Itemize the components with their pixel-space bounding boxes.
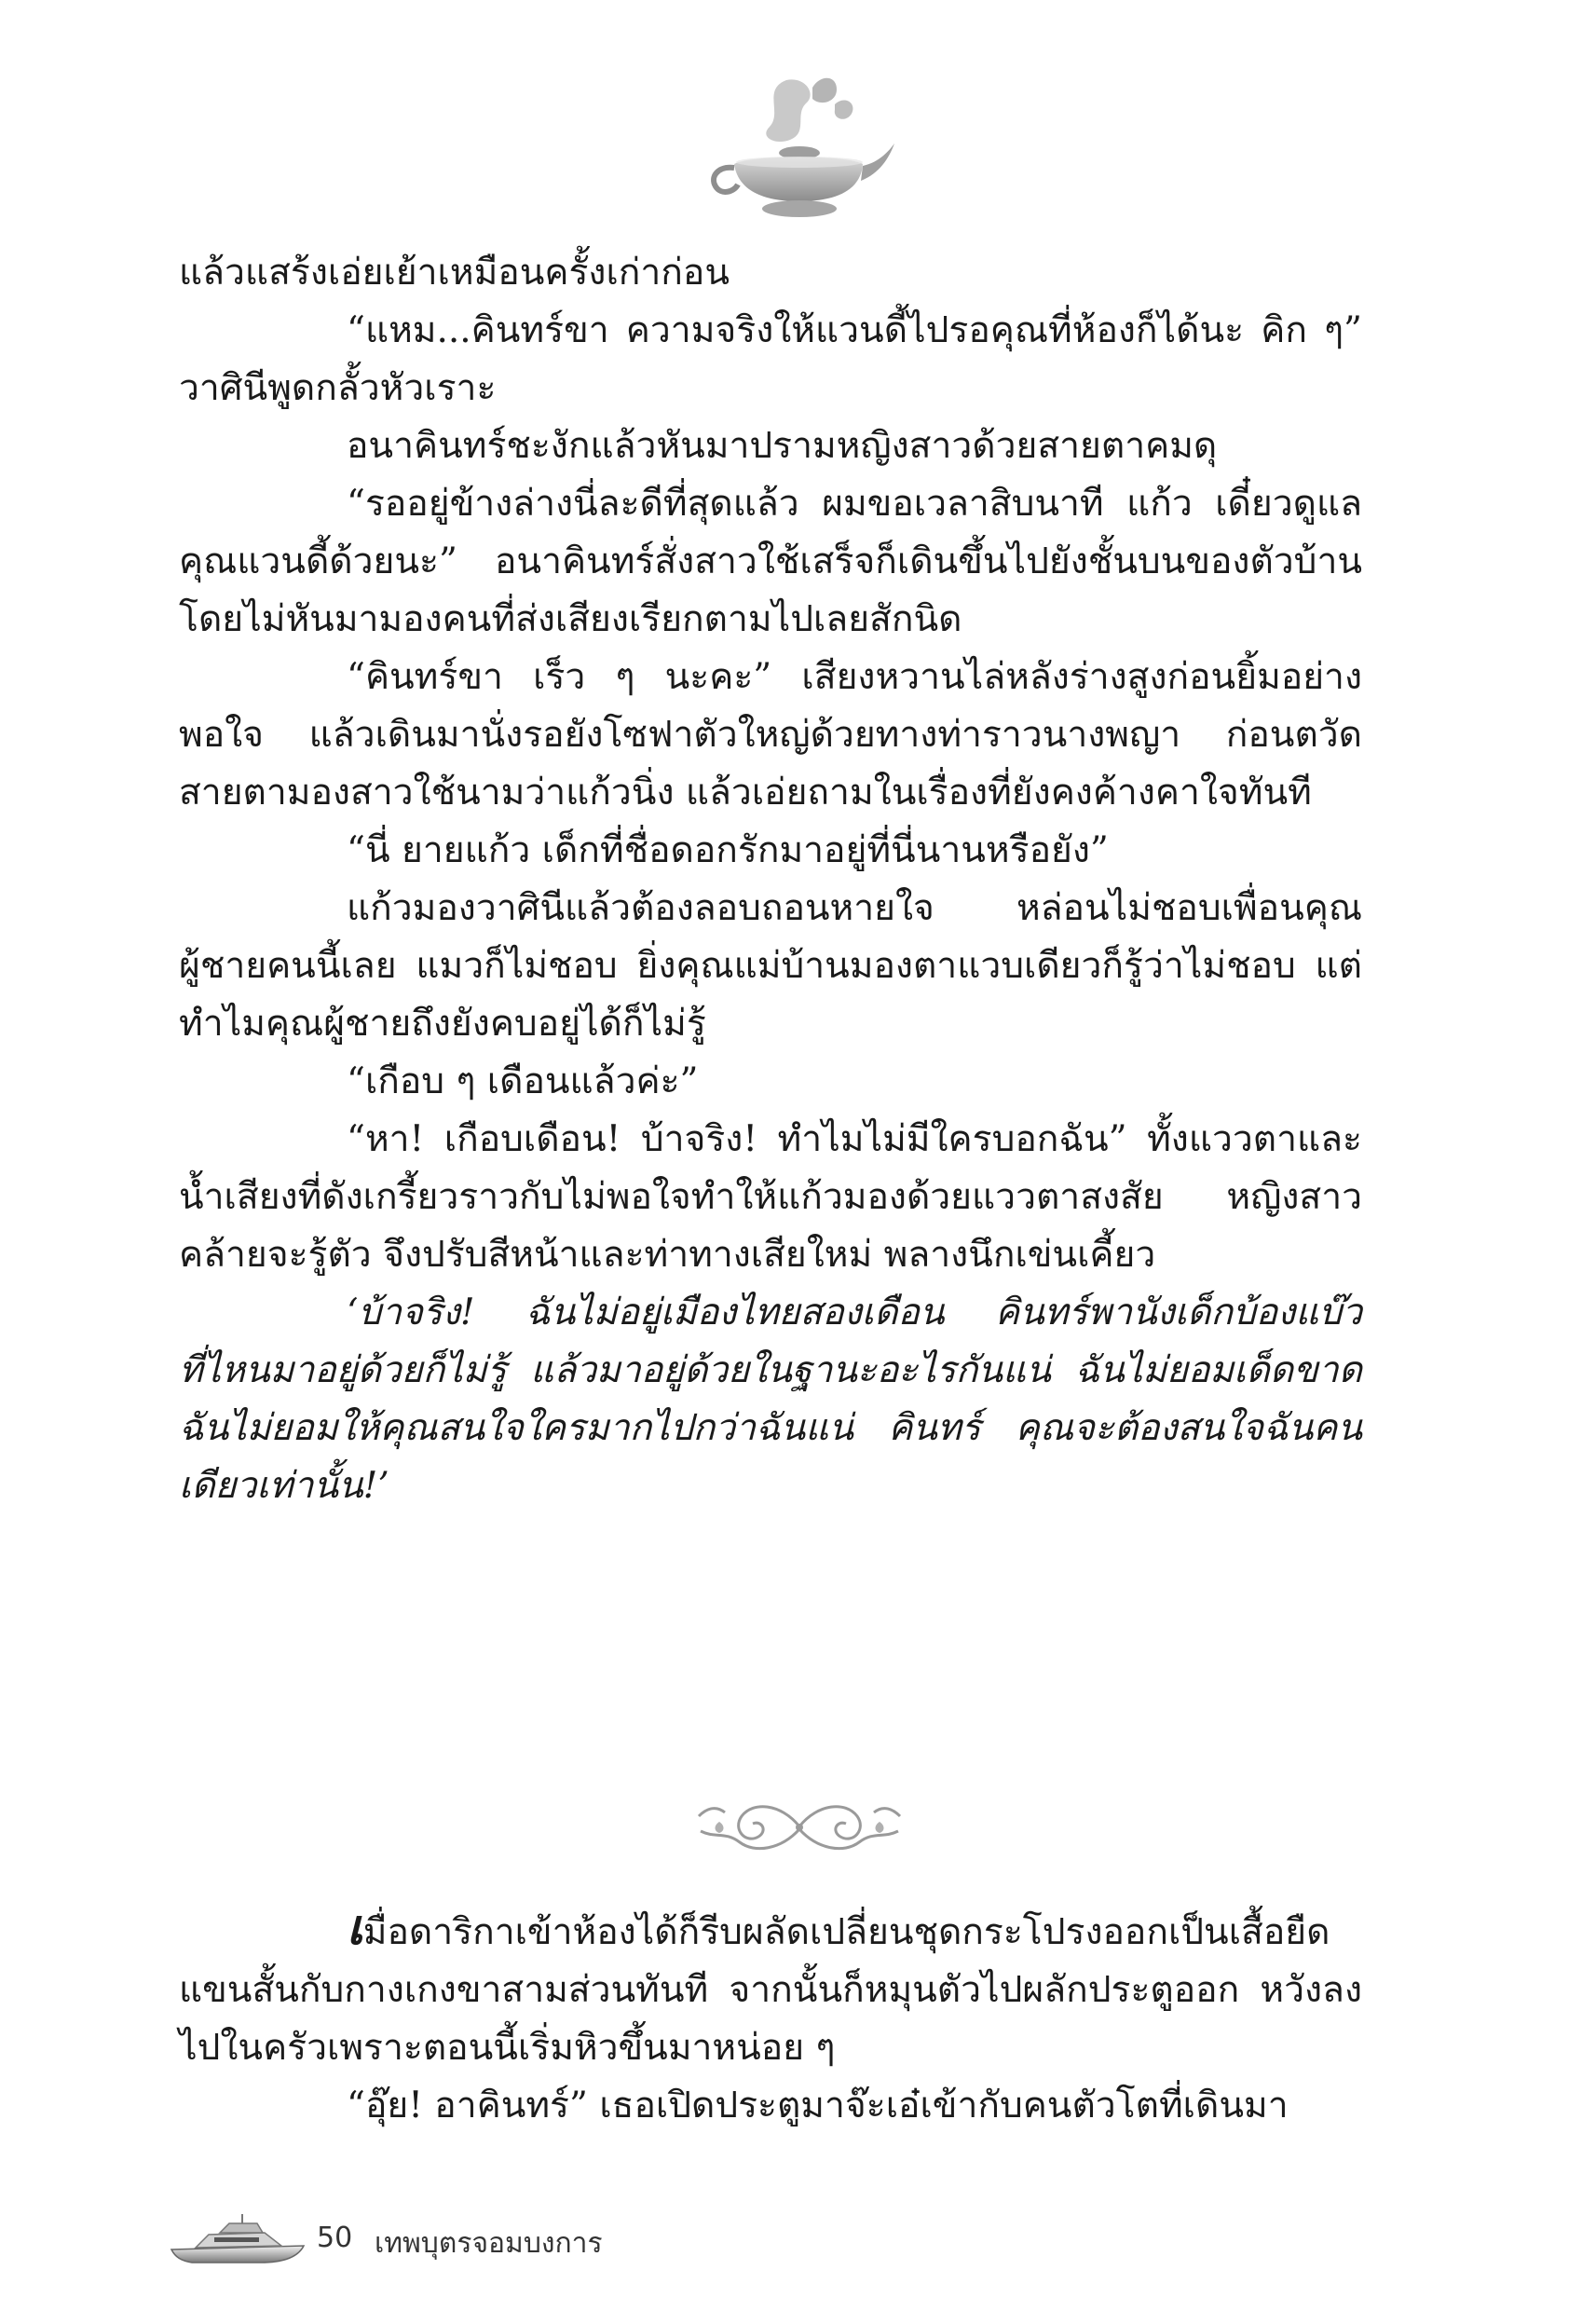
book-title: เทพบุตรจอมบงการ (375, 2227, 603, 2260)
paragraph: “คินทร์ขา เร็ว ๆ นะคะ” เสียงหวานไล่หลังร่างสูงก่อนยิ้มอย่างพอใจ แล้วเดินมานั่งรอยังโซฟาตัวใหญ่ด้วยทางท่าราวนางพญา ก่อนตวัดสายตามองสาวใช้นามว่าแก้วนิ่ง แล้วเอ่ยถามในเรื่องที่ยังคงค้างคาใจทันที (179, 656, 1362, 814)
paragraph: “หา! เกือบเดือน! บ้าจริง! ทำไมไม่มีใครบอกฉัน” ทั้งแววตาและน้ำเสียงที่ดังเกรี้ยวราวกับไม่พอใจทำให้แก้วมองด้วยแววตาสงสัย หญิงสาวคล้ายจะรู้ตัว จึงปรับสีหน้าและท่าทางเสียใหม่ พลางนึกเข่นเคี้ยว (179, 1118, 1362, 1276)
paragraph: “รออยู่ข้างล่างนี่ละดีที่สุดแล้ว ผมขอเวลาสิบนาที แก้ว เดี๋ยวดูแลคุณแวนดี้ด้วยนะ” อนาคินทร์สั่งสาวใช้เสร็จก็เดินขึ้นไปยังชั้นบนของตัวบ้าน โดยไม่หันมามองคนที่ส่งเสียงเรียกตามไปเลยสักนิด (179, 483, 1362, 640)
page-footer (168, 2207, 727, 2272)
inner-thought-paragraph: ‘บ้าจริง! ฉันไม่อยู่เมืองไทยสองเดือน คินทร์พานังเด็กบ้องแบ๊วที่ไหนมาอยู่ด้วยก็ไม่รู้ แล้วมาอยู่ด้วยในฐานะอะไรกันแน่ ฉันไม่ยอมเด็ดขาด ฉันไม่ยอมให้คุณสนใจใครมากไปกว่าฉันแน่ คินทร์ คุณจะต้องสนใจฉันคนเดียวเท่านั้น!’ (179, 1292, 1362, 1507)
genie-lamp-ornament-icon (697, 62, 898, 229)
paragraph: “เกือบ ๆ เดือนแล้วค่ะ” (347, 1060, 699, 1102)
yacht-icon (168, 2212, 307, 2266)
main-text-block (179, 244, 1362, 1515)
paragraph-body: มื่อดาริกาเข้าห้องได้ก็รีบผลัดเปลี่ยนชุดกระโปรงออกเป็นเสื้อยืดแขนสั้นกับกางเกงขาสามส่วนทันที จากนั้นก็หมุนตัวไปผลักประตูออก หวังลงไปในครัวเพราะตอนนี้เริ่มหิวขึ้นมาหน่อย ๆ (179, 1911, 1362, 2069)
section-two-text (179, 1899, 1362, 2135)
paragraph: อนาคินทร์ชะงักแล้วหันมาปรามหญิงสาวด้วยสายตาคมดุ (347, 425, 1218, 467)
paragraph: “อุ๊ย! อาคินทร์” เธอเปิดประตูมาจ๊ะเอ๋เข้ากับคนตัวโตที่เดินมา (347, 2085, 1289, 2126)
page-number: 50 (317, 2222, 353, 2254)
floral-swirl-divider-icon (688, 1785, 911, 1868)
paragraph (179, 1899, 1362, 2077)
paragraph: “แหม...คินทร์ขา ความจริงให้แวนดี้ไปรอคุณที่ห้องก็ได้นะ คิก ๆ” วาศินีพูดกลั้วหัวเราะ (179, 309, 1362, 409)
drop-cap: เ (347, 1899, 363, 1956)
paragraph: “นี่ ยายแก้ว เด็กที่ชื่อดอกรักมาอยู่ที่นี่นานหรือยัง” (347, 829, 1109, 871)
paragraph: แก้วมองวาศินีแล้วต้องลอบถอนหายใจ หล่อนไม่ชอบเพื่อนคุณผู้ชายคนนี้เลย แมวก็ไม่ชอบ ยิ่งคุณแม่บ้านมองตาแวบเดียวก็รู้ว่าไม่ชอบ แต่ทำไมคุณผู้ชายถึงยังคบอยู่ได้ก็ไม่รู้ (179, 887, 1362, 1045)
paragraph: แล้วแสร้งเอ่ยเย้าเหมือนครั้งเก่าก่อน (179, 252, 730, 294)
